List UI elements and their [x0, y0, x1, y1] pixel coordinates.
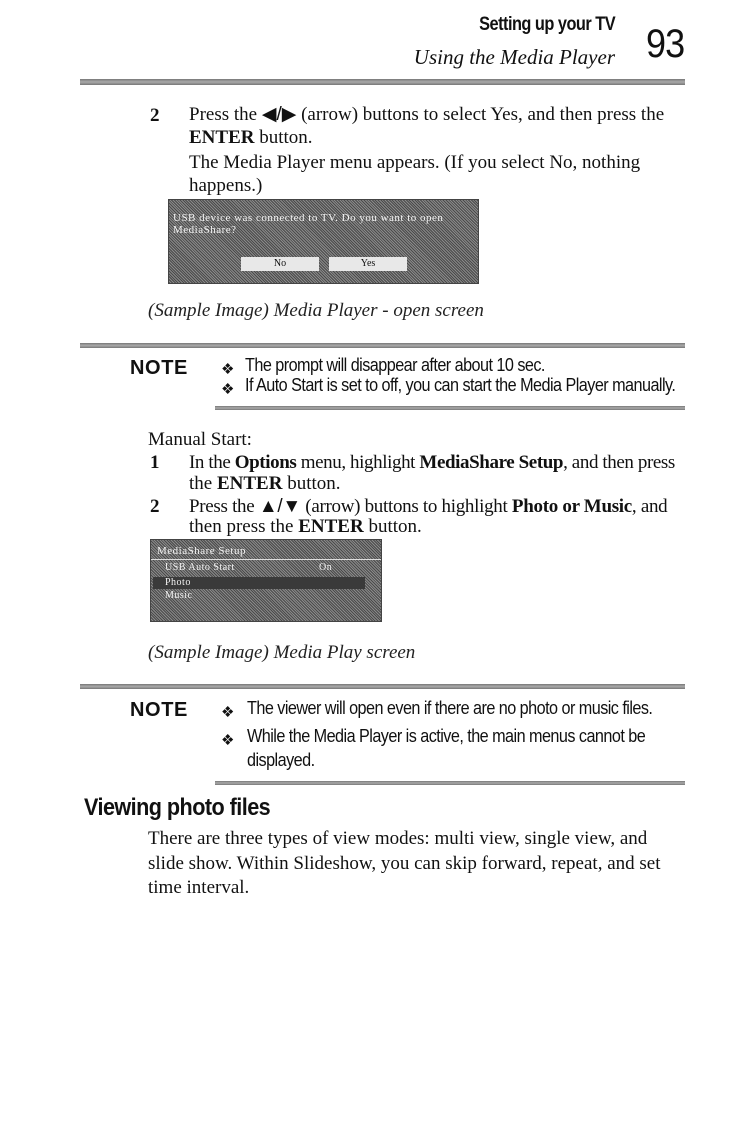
note-label: NOTE	[130, 357, 188, 379]
step-number: 1	[150, 452, 160, 473]
manual-step1-line1: In the Options menu, highlight MediaShare Setup, and then press	[189, 452, 675, 473]
menu-title: MediaShare Setup	[157, 545, 246, 557]
bullet-icon: ❖	[221, 704, 235, 721]
menu-row-value: On	[319, 562, 333, 573]
image-caption: (Sample Image) Media Player - open screen	[148, 300, 484, 321]
mediashare-setup-screenshot	[150, 539, 382, 622]
menu-row-usb-auto-start: USB Auto Start	[165, 562, 235, 573]
prompt-text-line2: MediaShare?	[173, 224, 237, 236]
body-paragraph-line: time interval.	[148, 877, 250, 898]
up-down-arrow-icon: ▲/▼	[258, 496, 301, 517]
note-label: NOTE	[130, 699, 188, 721]
bullet-icon: ❖	[221, 361, 235, 378]
bullet-icon: ❖	[221, 732, 235, 749]
step-number: 2	[150, 496, 160, 517]
step-instruction: Press the ◀/▶ (arrow) buttons to select Yes, and then press the	[189, 104, 665, 125]
media-player-prompt-screenshot	[168, 199, 479, 284]
note-item: If Auto Start is set to off, you can start the Media Player manually.	[245, 375, 676, 395]
left-right-arrow-icon: ◀/▶	[261, 104, 297, 125]
image-caption: (Sample Image) Media Play screen	[148, 642, 416, 663]
step-instruction-cont: ENTER button.	[189, 127, 313, 148]
prompt-text-line1: USB device was connected to TV. Do you want to open	[173, 212, 444, 224]
body-paragraph-line: There are three types of view modes: multi view, single view, and	[148, 828, 648, 849]
note-item: While the Media Player is active, the main menus cannot be	[247, 726, 646, 746]
menu-row-photo: Photo	[165, 577, 191, 588]
note-bottom-rule	[215, 406, 685, 410]
no-button: No	[241, 257, 319, 271]
yes-button: Yes	[329, 257, 407, 271]
note-item-cont: displayed.	[247, 750, 315, 770]
note-bottom-rule	[215, 781, 685, 785]
note-top-rule	[80, 684, 685, 689]
header-rule	[80, 79, 685, 85]
section-heading: Viewing photo files	[84, 794, 271, 821]
menu-row-music: Music	[165, 590, 193, 601]
manual-step2-line1: Press the ▲/▼ (arrow) buttons to highlight Photo or Music, and	[189, 496, 668, 517]
running-header-section: Setting up your TV	[479, 14, 615, 35]
note-top-rule	[80, 343, 685, 348]
note-item: The prompt will disappear after about 10 sec.	[245, 355, 545, 375]
step-result: The Media Player menu appears. (If you select No, nothing happens.)	[189, 152, 641, 196]
body-paragraph-line: slide show. Within Slideshow, you can skip forward, repeat, and set	[148, 853, 661, 874]
page-number: 93	[646, 22, 685, 66]
menu-divider	[151, 559, 381, 560]
manual-start-heading: Manual Start:	[148, 429, 252, 450]
note-item: The viewer will open even if there are no photo or music files.	[247, 698, 653, 718]
manual-step1-line2: the ENTER button.	[189, 473, 341, 494]
running-header-subsection: Using the Media Player	[413, 45, 615, 69]
manual-step2-line2: then press the ENTER button.	[189, 516, 422, 537]
bullet-icon: ❖	[221, 381, 235, 398]
step-number: 2	[150, 105, 160, 126]
